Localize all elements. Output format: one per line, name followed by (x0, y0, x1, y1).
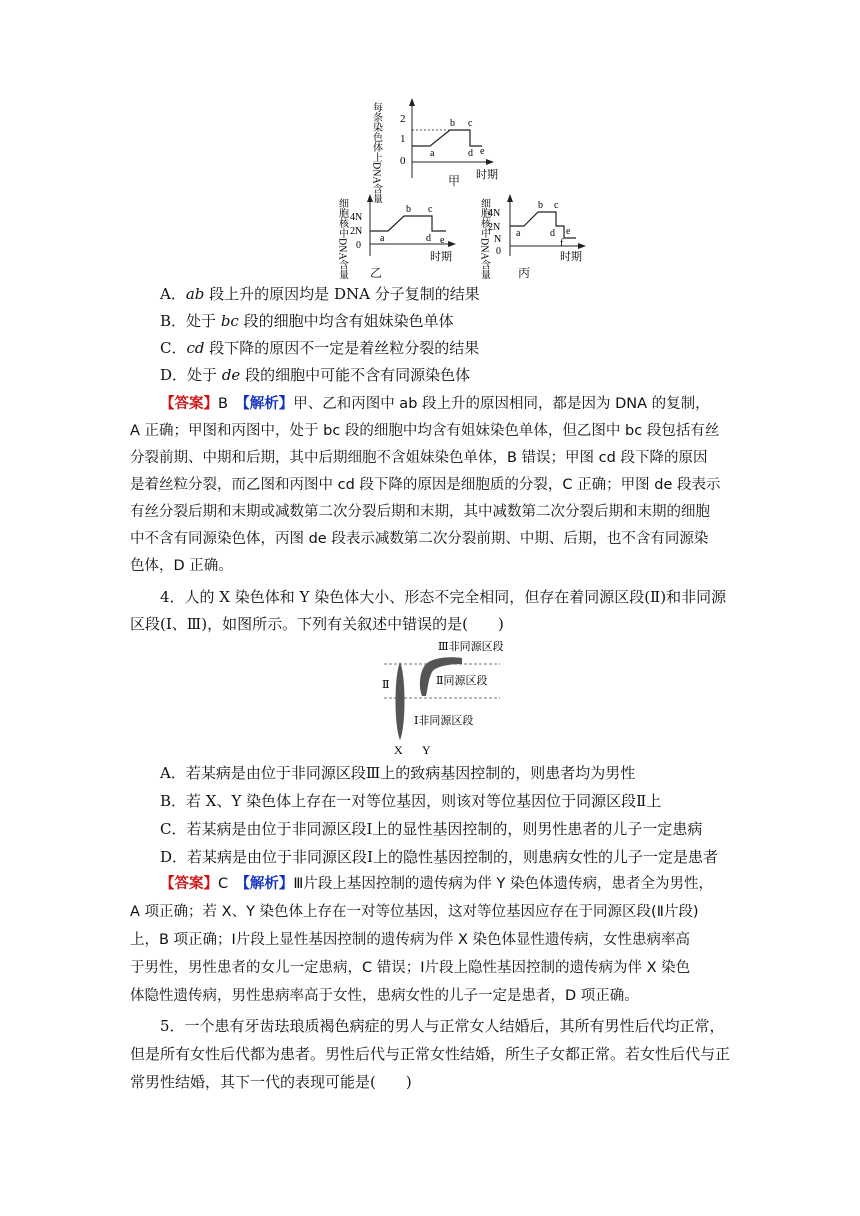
graph-bing-tick-n: N (494, 234, 502, 245)
graph-yi-point-c: c (428, 204, 433, 215)
q4-analysis-line: A 项正确；若 X、Y 染色体上存在一对等位基因，这对等位基因应存在于同源区段(Ⅱ片段) (130, 904, 699, 920)
q3-analysis-line: 色体，D 正确。 (130, 558, 233, 574)
graph-jia-point-e: e (480, 146, 485, 157)
xy-chromosome-figure (370, 636, 520, 760)
q4-analysis-tag: 【解析】 (242, 876, 294, 892)
q4-analysis-line: 体隐性遗传病，男性患病率高于女性，患病女性的儿子一定是患者，D 项正确。 (130, 988, 639, 1004)
graph-yi-point-b: b (406, 204, 411, 215)
q3-answer-tag: 【答案】 (160, 396, 218, 412)
q4-analysis-line: 于男性，男性患者的女儿一定患病，C 错误；Ⅰ片段上隐性基因控制的遗传病为伴 X 染色 (130, 960, 691, 976)
q3-answer: B (218, 396, 228, 412)
graph-bing-xlabel: 时期 (560, 251, 582, 263)
q3-answer-line: 【答案】B 【解析】甲、乙和丙图中 ab 段上升的原因相同，都是因为 DNA 的复制， (160, 396, 710, 412)
graph-jia (370, 98, 500, 204)
graph-jia-tick-1: 1 (400, 133, 406, 145)
y-label: Y (422, 743, 431, 757)
q4-answer-tag: 【答案】 (160, 876, 218, 892)
graph-jia-ylabel: 每条染色体上DNA含量 (370, 102, 382, 204)
q4-answer: C (218, 876, 229, 892)
region-2-left-label: Ⅱ (382, 679, 390, 691)
q5-stem-line: 常男性结婚，其下一代的表现可能是( ) (130, 1073, 412, 1091)
graph-yi-caption: 乙 (370, 266, 383, 280)
graph-bing-tick-4n: 4N (488, 208, 501, 219)
graph-bing-ylabel: 细胞核中DNA含量 (478, 198, 490, 280)
q3-analysis-line: 分裂前期、中期和后期，其中后期细胞不含姐妹染色单体，B 错误；甲图 cd 段下降的原因 (130, 450, 708, 466)
graph-jia-point-b: b (450, 118, 455, 129)
graph-yi-point-a: a (380, 233, 385, 244)
graph-bing-point-a: a (516, 228, 521, 239)
q4-option-c: C．若某病是由位于非同源区段Ⅰ上的显性基因控制的，则男性患者的儿子一定患病 (160, 820, 703, 838)
region-2-label: Ⅱ同源区段 (436, 675, 488, 687)
graph-yi-xlabel: 时期 (430, 251, 452, 263)
graph-yi-tick-0: 0 (356, 240, 361, 251)
q3-option-d: D．处于 de 段的细胞中可能不含有同源染色体 (160, 366, 471, 384)
q4-option-b: B．若 X、Y 染色体上存在一对等位基因，则该对等位基因位于同源区段Ⅱ上 (160, 792, 662, 810)
q4-stem-line: 区段(Ⅰ、Ⅲ)，如图所示。下列有关叙述中错误的是( ) (130, 615, 504, 633)
region-1-label: Ⅰ非同源区段 (414, 715, 474, 727)
region-3-label: Ⅲ非同源区段 (438, 641, 504, 653)
graph-yi-ylabel: 细胞核中DNA含量 (336, 198, 348, 280)
graph-jia-caption: 甲 (448, 174, 461, 188)
graph-bing-point-e: e (566, 226, 571, 237)
graph-bing-point-c: c (554, 200, 559, 211)
q4-option-d: D．若某病是由位于非同源区段Ⅰ上的隐性基因控制的，则患病女性的儿子一定是患者 (160, 848, 718, 866)
q3-analysis-line: A 正确；甲图和丙图中，处于 bc 段的细胞中均含有姐妹染色单体，但乙图中 bc 段包括有丝 (130, 423, 720, 439)
q5-stem-line: 但是所有女性后代都为患者。男性后代与正常女性结婚，所生子女都正常。若女性后代与正 (130, 1045, 731, 1063)
q3-analysis-line: 是着丝粒分裂，而乙图和丙图中 cd 段下降的原因是细胞质的分裂，C 正确；甲图 de 段表示 (130, 477, 721, 493)
graph-yi-tick-2n: 2N (350, 226, 363, 237)
graph-jia-point-c: c (468, 118, 473, 129)
q4-option-a: A．若某病是由位于非同源区段Ⅲ上的致病基因控制的，则患者均为男性 (160, 764, 636, 782)
graph-jia-tick-2: 2 (400, 113, 406, 125)
graph-jia-point-a: a (430, 148, 435, 159)
x-chromosome (396, 662, 405, 740)
q5-stem-line: 5．一个患有牙齿珐琅质褐色病症的男人与正常女人结婚后，其所有男性后代均正常， (160, 1017, 725, 1035)
graph-jia-xlabel: 时期 (476, 169, 498, 181)
graph-yi-point-d: d (426, 233, 431, 244)
graph-yi-tick-4n: 4N (350, 212, 363, 223)
graph-bing (478, 194, 592, 280)
graph-bing-tick-0: 0 (496, 246, 501, 257)
graph-jia-tick-0: 0 (400, 155, 406, 167)
q4-analysis-line: 上，B 项正确；Ⅰ片段上显性基因控制的遗传病为伴 X 染色体显性遗传病，女性患病率高 (130, 932, 690, 948)
graph-bing-point-b: b (538, 200, 543, 211)
graph-bing-caption: 丙 (518, 266, 531, 280)
graph-jia-point-d: d (468, 148, 473, 159)
q4-stem-line: 4．人的 X 染色体和 Y 染色体大小、形态不完全相同，但存在着同源区段(Ⅱ)和非同源 (160, 588, 727, 606)
q3-analysis-tag: 【解析】 (242, 396, 294, 412)
graph-bing-tick-2n: 2N (488, 222, 501, 233)
graph-bing-point-f: f (560, 238, 564, 249)
q4-answer-line: 【答案】C 【解析】Ⅲ片段上基因控制的遗传病为伴 Y 染色体遗传病，患者全为男性， (160, 876, 713, 892)
q3-analysis-line: 中不含有同源染色体，丙图 de 段表示减数第二次分裂前期、中期、后期，也不含有同源染 (130, 531, 709, 547)
q3-option-a: A．ab 段上升的原因均是 DNA 分子复制的结果 (160, 285, 480, 303)
q3-option-b: B．处于 bc 段的细胞中均含有姐妹染色单体 (160, 312, 454, 330)
graph-yi-point-e: e (440, 235, 445, 246)
q3-analysis-line: 有丝分裂后期和末期或减数第二次分裂后期和末期，其中减数第二次分裂后期和末期的细胞 (130, 504, 710, 520)
graph-bing-point-d: d (550, 228, 555, 239)
x-label: X (394, 743, 403, 757)
q3-option-c: C．cd 段下降的原因不一定是着丝粒分裂的结果 (160, 339, 480, 357)
graph-yi (336, 194, 470, 280)
